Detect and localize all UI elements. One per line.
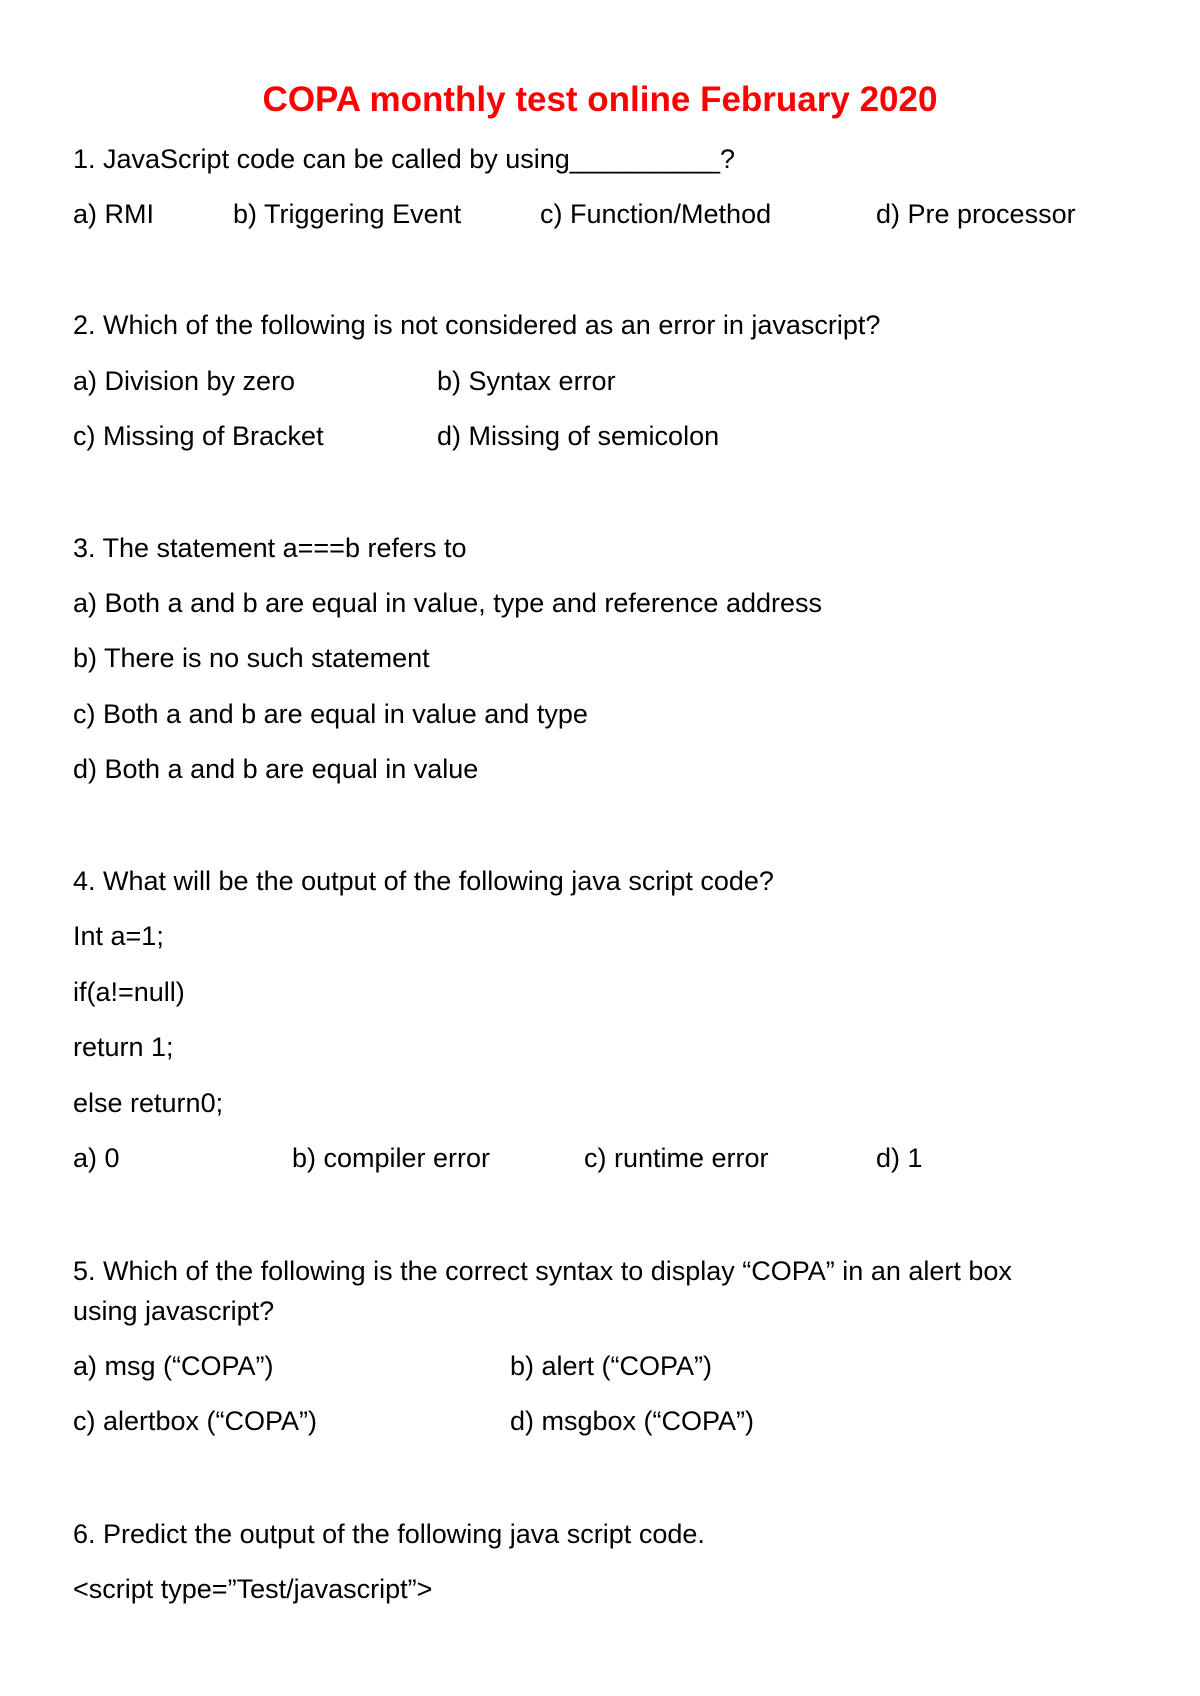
question-2-option-a: a) Division by zero	[73, 366, 296, 396]
question-4-option-b: b) compiler error	[292, 1143, 491, 1173]
question-5-option-a: a) msg (“COPA”)	[73, 1351, 274, 1381]
question-3-option-c: c) Both a and b are equal in value and type	[73, 699, 588, 729]
question-1-option-c: c) Function/Method	[540, 199, 772, 229]
question-3-option-b: b) There is no such statement	[73, 643, 430, 673]
question-5-option-c: c) alertbox (“COPA”)	[73, 1406, 318, 1436]
question-6-code-line: <script type=”Test/javascript”>	[73, 1574, 433, 1604]
question-1-option-a: a) RMI	[73, 199, 154, 229]
question-3-option-d: d) Both a and b are equal in value	[73, 754, 479, 784]
question-2-option-d: d) Missing of semicolon	[437, 421, 720, 451]
question-6-text: 6. Predict the output of the following java script code.	[73, 1519, 705, 1549]
question-5-text-continued: using javascript?	[73, 1296, 275, 1326]
question-4-text: 4. What will be the output of the following java script code?	[73, 866, 774, 896]
question-2-option-c: c) Missing of Bracket	[73, 421, 324, 451]
question-4-code-line: return 1;	[73, 1032, 174, 1062]
question-4-code-line: if(a!=null)	[73, 977, 185, 1007]
question-1-option-b: b) Triggering Event	[233, 199, 462, 229]
question-3-option-a: a) Both a and b are equal in value, type and reference address	[73, 588, 822, 618]
question-5-option-b: b) alert (“COPA”)	[510, 1351, 713, 1381]
page-title: COPA monthly test online February 2020	[262, 80, 938, 119]
question-5-option-d: d) msgbox (“COPA”)	[510, 1406, 755, 1436]
question-1-option-d: d) Pre processor	[876, 199, 1076, 229]
question-4-option-c: c) runtime error	[584, 1143, 769, 1173]
question-4-code-line: Int a=1;	[73, 921, 164, 951]
question-4-code-line: else return0;	[73, 1088, 224, 1118]
question-4-option-a: a) 0	[73, 1143, 120, 1173]
question-2-text: 2. Which of the following is not considered as an error in javascript?	[73, 310, 881, 340]
question-5-text: 5. Which of the following is the correct syntax to display “COPA” in an alert box	[73, 1256, 1012, 1286]
question-2-option-b: b) Syntax error	[437, 366, 616, 396]
question-3-text: 3. The statement a===b refers to	[73, 533, 467, 563]
question-4-option-d: d) 1	[876, 1143, 923, 1173]
question-1-text: 1. JavaScript code can be called by using__________?	[73, 144, 735, 174]
